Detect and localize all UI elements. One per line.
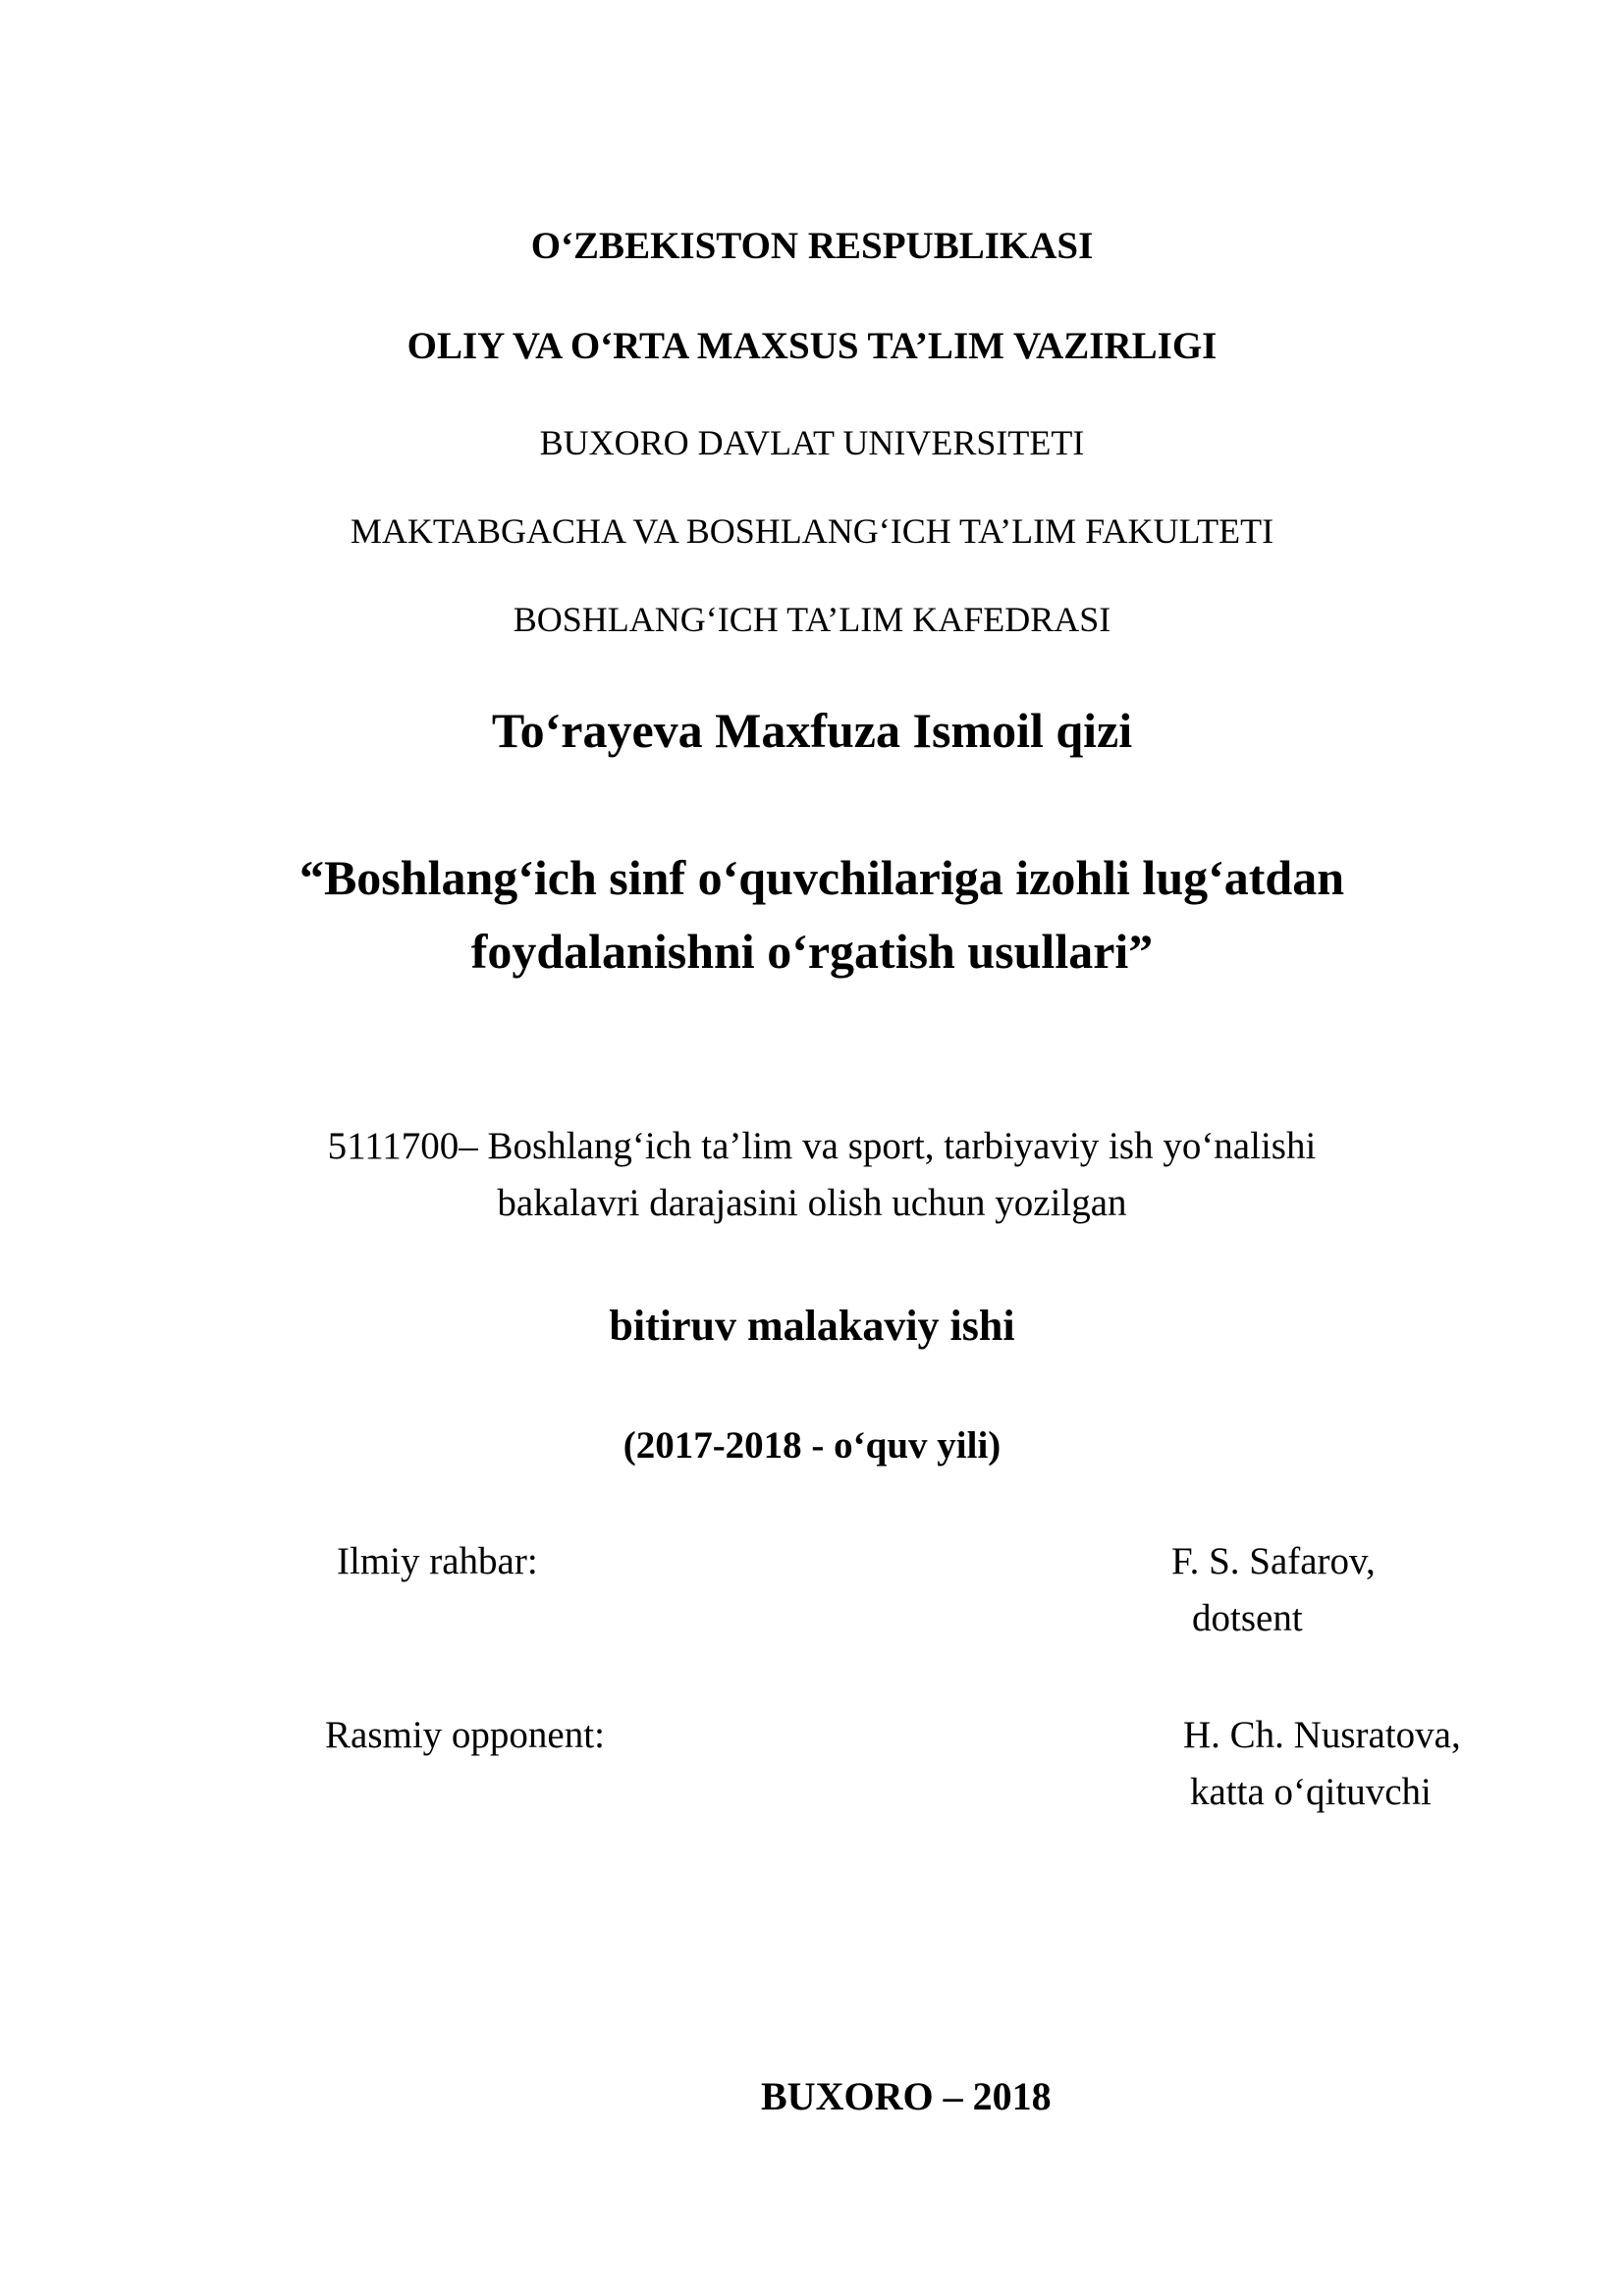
footer-city-year: BUXORO – 2018 (761, 2074, 1052, 2118)
supervisor-title: dotsent (1192, 1597, 1303, 1639)
university-name: BUXORO DAVLAT UNIVERSITETI (539, 423, 1085, 462)
purpose-line1: 5111700– Boshlang‘ich ta’lim va sport, tarbiyaviy ish yo‘nalishi (327, 1125, 1317, 1167)
supervisor-label: Ilmiy rahbar: (337, 1540, 538, 1582)
supervisor-name: F. S. Safarov, (1171, 1540, 1376, 1582)
ministry-heading: OLIY VA O‘RTA MAXSUS TA’LIM VAZIRLIGI (406, 325, 1218, 367)
opponent-name: H. Ch. Nusratova, (1183, 1714, 1461, 1756)
faculty-name: MAKTABGACHA VA BOSHLANG‘ICH TA’LIM FAKULTETI (350, 511, 1274, 551)
republic-heading: O‘ZBEKISTON RESPUBLIKASI (530, 225, 1094, 267)
author-name: To‘rayeva Maxfuza Ismoil qizi (491, 703, 1133, 758)
opponent-title: katta o‘qituvchi (1190, 1771, 1432, 1813)
opponent-label: Rasmiy opponent: (325, 1714, 605, 1756)
thesis-title-line1: “Boshlang‘ich sinf o‘quvchilariga izohli lug‘atdan (298, 850, 1345, 905)
purpose-line2: bakalavri darajasini olish uchun yozilgan (497, 1182, 1127, 1224)
thesis-title-line2: foydalanishni o‘rgatish usullari” (470, 924, 1154, 979)
department-name: BOSHLANG‘ICH TA’LIM KAFEDRASI (513, 600, 1111, 639)
academic-year: (2017-2018 - o‘quv yili) (623, 1424, 1001, 1467)
work-type: bitiruv malakaviy ishi (609, 1302, 1015, 1350)
